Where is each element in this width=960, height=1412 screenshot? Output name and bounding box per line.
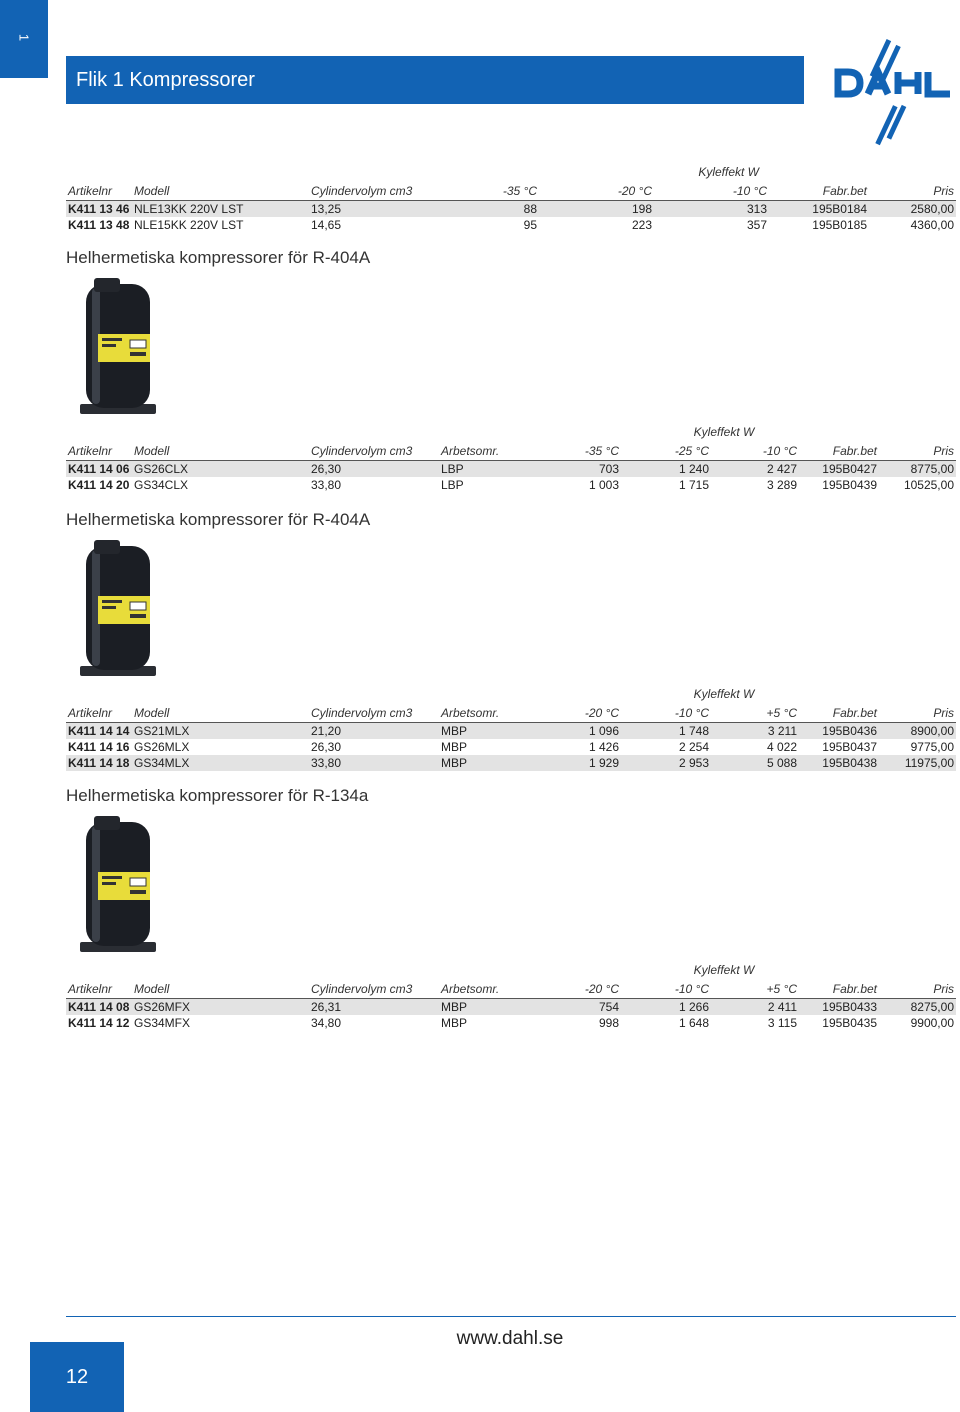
- model: NLE15KK 220V LST: [134, 218, 244, 232]
- col-header: Artikelnr: [66, 442, 132, 461]
- col-header: Modell: [132, 442, 309, 461]
- manufacturer-code: 195B0435: [822, 1016, 877, 1030]
- model: GS26MLX: [134, 740, 190, 754]
- model: GS26CLX: [132, 461, 309, 478]
- col-header: -35 °C: [439, 182, 539, 201]
- compressor-photo: [72, 540, 164, 678]
- capacity-value: 1 096: [529, 723, 621, 740]
- col-header: -10 °C: [621, 704, 711, 723]
- col-header: Modell: [132, 182, 309, 201]
- operating-range: MBP: [439, 999, 529, 1016]
- chapter-tab: [0, 0, 48, 78]
- table-row: [66, 477, 956, 493]
- displacement: 34,80: [311, 1016, 342, 1030]
- col-header: Artikelnr: [66, 704, 132, 723]
- col-header: Fabr.bet: [799, 704, 879, 723]
- displacement: 14,65: [311, 218, 342, 232]
- capacity-value: 1 648: [678, 1016, 709, 1030]
- col-header: -25 °C: [621, 442, 711, 461]
- operating-range: MBP: [441, 1016, 468, 1030]
- article-number: K411 14 06: [66, 461, 132, 478]
- table-row: [66, 461, 956, 478]
- price: 4360,00: [910, 218, 954, 232]
- operating-range: MBP: [439, 723, 529, 740]
- operating-range: LBP: [441, 478, 464, 492]
- col-header: Cylindervolym cm3: [309, 980, 439, 999]
- col-header: Arbetsomr.: [439, 704, 529, 723]
- manufacturer-code: 195B0437: [822, 740, 877, 754]
- operating-range: MBP: [441, 740, 468, 754]
- col-header: Cylindervolym cm3: [309, 704, 439, 723]
- price: 2580,00: [869, 201, 956, 218]
- capacity-value: 313: [654, 201, 769, 218]
- col-header: Artikelnr: [66, 980, 132, 999]
- table-r134a: [66, 960, 956, 1031]
- capacity-value: 2 254: [678, 740, 709, 754]
- displacement: 33,80: [309, 755, 439, 771]
- table-r404a-mbp: [66, 684, 956, 771]
- section-title: Helhermetiska kompressorer för R-404A: [66, 510, 371, 529]
- displacement: 21,20: [309, 723, 439, 740]
- capacity-value: 88: [439, 201, 539, 218]
- model: GS26MFX: [132, 999, 309, 1016]
- manufacturer-code: 195B0433: [799, 999, 879, 1016]
- col-header: -35 °C: [529, 442, 621, 461]
- displacement: 26,31: [309, 999, 439, 1016]
- footer-url[interactable]: www.dahl.se: [456, 1328, 564, 1349]
- col-header: +5 °C: [711, 704, 799, 723]
- displacement: 26,30: [309, 461, 439, 478]
- article-number: K411 14 08: [66, 999, 132, 1016]
- manufacturer-code: 195B0427: [799, 461, 879, 478]
- capacity-value: 2 953: [621, 755, 711, 771]
- price: 8900,00: [879, 723, 956, 740]
- model: GS34CLX: [134, 478, 189, 492]
- capacity-value: 1 748: [621, 723, 711, 740]
- capacity-value: 1 929: [529, 755, 621, 771]
- article-number: K411 13 46: [66, 201, 132, 218]
- capacity-value: 1 426: [588, 740, 619, 754]
- col-header: -20 °C: [529, 704, 621, 723]
- capacity-value: 3 289: [766, 478, 797, 492]
- table-row: [66, 201, 956, 218]
- table-row: [66, 999, 956, 1016]
- page-number: 12: [30, 1342, 124, 1412]
- capacity-value: 2 427: [711, 461, 799, 478]
- price: 10525,00: [903, 478, 954, 492]
- capacity-value: 357: [746, 218, 767, 232]
- model: GS21MLX: [132, 723, 309, 740]
- manufacturer-code: 195B0439: [822, 478, 877, 492]
- capacity-value: 3 211: [711, 723, 799, 740]
- col-header: -10 °C: [711, 442, 799, 461]
- col-header: Fabr.bet: [769, 182, 869, 201]
- capacity-value: 1 266: [621, 999, 711, 1016]
- capacity-value: 198: [539, 201, 654, 218]
- col-header: Cylindervolym cm3: [309, 182, 439, 201]
- col-header: -10 °C: [621, 980, 711, 999]
- model: GS34MLX: [132, 755, 309, 771]
- manufacturer-code: 195B0185: [812, 218, 867, 232]
- manufacturer-code: 195B0436: [799, 723, 879, 740]
- displacement: 13,25: [309, 201, 439, 218]
- cooling-capacity-label: Kyleffekt W: [693, 425, 755, 439]
- article-number: K411 14 12: [68, 1016, 130, 1030]
- col-header: +5 °C: [711, 980, 799, 999]
- table-r404a-lbp: [66, 422, 956, 493]
- col-header: -10 °C: [654, 182, 769, 201]
- col-header: Pris: [879, 442, 956, 461]
- table-row: [66, 755, 956, 771]
- table-row: [66, 739, 956, 755]
- page-title-banner: Flik 1 Kompressorer: [66, 56, 804, 104]
- capacity-value: 703: [529, 461, 621, 478]
- capacity-value: 4 022: [766, 740, 797, 754]
- price: 9900,00: [910, 1016, 954, 1030]
- capacity-value: 5 088: [711, 755, 799, 771]
- table-nle: [66, 162, 956, 233]
- capacity-value: 754: [529, 999, 621, 1016]
- capacity-value: 1 715: [678, 478, 709, 492]
- capacity-value: 2 411: [711, 999, 799, 1016]
- capacity-value: 223: [631, 218, 652, 232]
- col-header: Fabr.bet: [799, 442, 879, 461]
- capacity-value: 998: [598, 1016, 619, 1030]
- col-header: Arbetsomr.: [439, 980, 529, 999]
- col-header: -20 °C: [529, 980, 621, 999]
- operating-range: MBP: [439, 755, 529, 771]
- table-row: [66, 1015, 956, 1031]
- article-number: K411 14 18: [66, 755, 132, 771]
- cooling-capacity-label: Kyleffekt W: [693, 963, 755, 977]
- price: 8275,00: [879, 999, 956, 1016]
- chapter-tab-number: 1: [16, 33, 32, 42]
- manufacturer-code: 195B0184: [769, 201, 869, 218]
- price: 8775,00: [879, 461, 956, 478]
- footer-divider: [66, 1316, 956, 1317]
- operating-range: LBP: [439, 461, 529, 478]
- col-header: Modell: [132, 704, 309, 723]
- article-number: K411 14 14: [66, 723, 132, 740]
- col-header: -20 °C: [539, 182, 654, 201]
- displacement: 33,80: [311, 478, 342, 492]
- cooling-capacity-label: Kyleffekt W: [698, 165, 759, 179]
- article-number: K411 14 16: [68, 740, 130, 754]
- article-number: K411 13 48: [68, 218, 130, 232]
- table-row: [66, 723, 956, 740]
- section-title: Helhermetiska kompressorer för R-134a: [66, 786, 369, 805]
- col-header: Pris: [879, 704, 956, 723]
- col-header: Cylindervolym cm3: [309, 442, 439, 461]
- manufacturer-code: 195B0438: [799, 755, 879, 771]
- compressor-photo: [72, 278, 164, 416]
- compressor-photo: [72, 816, 164, 954]
- capacity-value: 3 115: [767, 1016, 797, 1030]
- price: 9775,00: [910, 740, 954, 754]
- col-header: Fabr.bet: [799, 980, 879, 999]
- price: 11975,00: [879, 755, 956, 771]
- col-header: Modell: [132, 980, 309, 999]
- cooling-capacity-label: Kyleffekt W: [693, 687, 755, 701]
- table-row: [66, 217, 956, 233]
- col-header: Pris: [879, 980, 956, 999]
- displacement: 26,30: [311, 740, 342, 754]
- model: NLE13KK 220V LST: [132, 201, 309, 218]
- article-number: K411 14 20: [68, 478, 130, 492]
- capacity-value: 95: [523, 218, 537, 232]
- section-title: Helhermetiska kompressorer för R-404A: [66, 248, 371, 267]
- capacity-value: 1 240: [621, 461, 711, 478]
- model: GS34MFX: [134, 1016, 191, 1030]
- col-header: Artikelnr: [66, 182, 132, 201]
- col-header: Arbetsomr.: [439, 442, 529, 461]
- dahl-logo: [832, 38, 956, 146]
- capacity-value: 1 003: [588, 478, 619, 492]
- col-header: Pris: [869, 182, 956, 201]
